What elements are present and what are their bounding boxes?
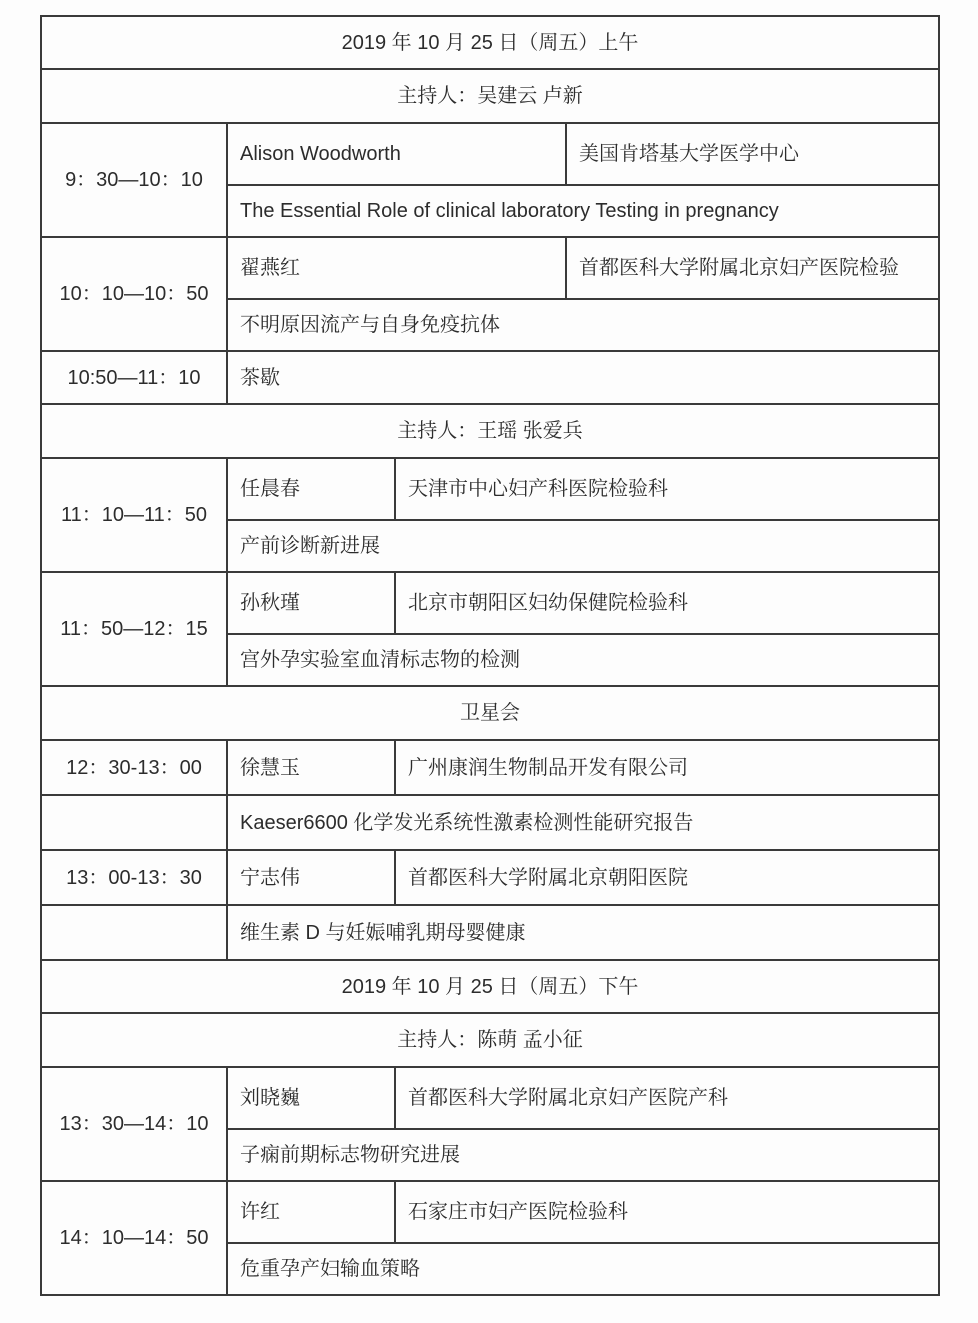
speaker-cell: 孙秋瑾 <box>227 572 395 634</box>
talk-title-cell: Kaeser6600 化学发光系统性激素检测性能研究报告 <box>227 795 939 850</box>
satellite-header-cell: 卫星会 <box>41 686 939 740</box>
affiliation-cell: 美国肯塔基大学医学中心 <box>566 123 939 185</box>
affiliation-cell: 首都医科大学附属北京朝阳医院 <box>395 850 939 905</box>
speaker-cell: 翟燕红 <box>227 237 566 299</box>
time-cell: 10:50—11：10 <box>41 351 227 404</box>
affiliation-cell: 首都医科大学附属北京妇产医院产科 <box>395 1067 939 1129</box>
session-header-am: 2019 年 10 月 25 日（周五）上午 <box>41 16 939 69</box>
speaker-cell: 宁志伟 <box>227 850 395 905</box>
talk-title-cell: 不明原因流产与自身免疫抗体 <box>227 299 939 351</box>
time-cell: 11：50—12：15 <box>41 572 227 686</box>
talk-title-cell: 宫外孕实验室血清标志物的检测 <box>227 634 939 686</box>
session-header-pm: 2019 年 10 月 25 日（周五）下午 <box>41 960 939 1013</box>
time-cell: 11：10—11：50 <box>41 458 227 572</box>
hosts-row-mid: 主持人：王瑶 张爱兵 <box>41 404 939 458</box>
time-cell: 13：00-13：30 <box>41 850 227 905</box>
time-cell: 12：30-13：00 <box>41 740 227 795</box>
speaker-cell: Alison Woodworth <box>227 123 566 185</box>
talk-title-cell: 危重孕产妇输血策略 <box>227 1243 939 1295</box>
talk-title-cell: 子痫前期标志物研究进展 <box>227 1129 939 1181</box>
talk-title-cell: 维生素 D 与妊娠哺乳期母婴健康 <box>227 905 939 960</box>
time-cell-empty <box>41 795 227 850</box>
time-cell: 10：10—10：50 <box>41 237 227 351</box>
affiliation-cell: 首都医科大学附属北京妇产医院检验 <box>566 237 939 299</box>
speaker-cell: 徐慧玉 <box>227 740 395 795</box>
talk-title-cell: The Essential Role of clinical laboratory Testing in pregnancy <box>227 185 939 237</box>
affiliation-cell: 石家庄市妇产医院检验科 <box>395 1181 939 1243</box>
time-cell: 9：30—10：10 <box>41 123 227 237</box>
affiliation-cell: 广州康润生物制品开发有限公司 <box>395 740 939 795</box>
affiliation-cell: 北京市朝阳区妇幼保健院检验科 <box>395 572 939 634</box>
conference-schedule-table <box>40 15 940 1296</box>
hosts-row-am: 主持人：吴建云 卢新 <box>41 69 939 123</box>
speaker-cell: 任晨春 <box>227 458 395 520</box>
talk-title-cell: 产前诊断新进展 <box>227 520 939 572</box>
speaker-cell: 刘晓巍 <box>227 1067 395 1129</box>
break-cell: 茶歇 <box>227 351 939 404</box>
time-cell-empty <box>41 905 227 960</box>
time-cell: 13：30—14：10 <box>41 1067 227 1181</box>
time-cell: 14：10—14：50 <box>41 1181 227 1295</box>
hosts-row-pm: 主持人：陈萌 孟小征 <box>41 1013 939 1067</box>
affiliation-cell: 天津市中心妇产科医院检验科 <box>395 458 939 520</box>
speaker-cell: 许红 <box>227 1181 395 1243</box>
